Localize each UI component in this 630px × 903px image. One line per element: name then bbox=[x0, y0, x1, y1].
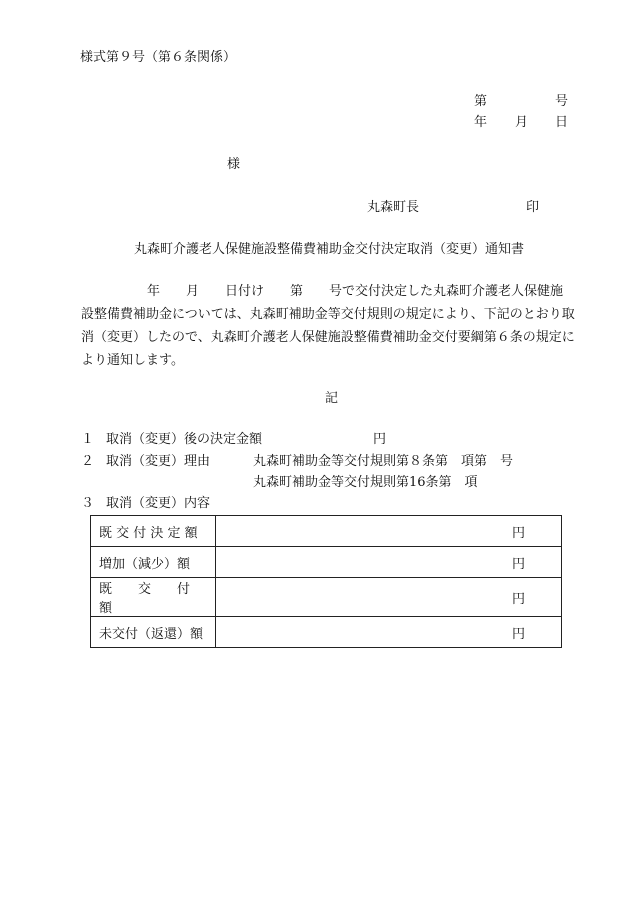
ki-heading: 記 bbox=[325, 391, 339, 406]
item2-label: 取消（変更）理由 bbox=[106, 454, 211, 469]
body-line: 設整備費補助金については、丸森町補助金等交付規則の規定により、下記のとおり取 bbox=[81, 307, 575, 322]
row-unit: 円 bbox=[216, 516, 562, 547]
issue-number-go: 号 bbox=[555, 94, 569, 109]
body-line: 年 月 日付け 第 号で交付決定した丸森町介護老人保健施 bbox=[147, 284, 564, 299]
row-unit: 円 bbox=[216, 547, 562, 578]
issue-date-day: 日 bbox=[555, 115, 569, 130]
issue-number-dai: 第 bbox=[474, 94, 488, 109]
item1-number: １ bbox=[81, 432, 95, 447]
row-label: 未交付（返還）額 bbox=[91, 617, 216, 648]
body-line: 消（変更）したので、丸森町介護老人保健施設整備費補助金交付要綱第６条の規定に bbox=[81, 330, 575, 345]
table-row bbox=[91, 516, 562, 547]
document-title: 丸森町介護老人保健施設整備費補助金交付決定取消（変更）通知書 bbox=[134, 242, 525, 257]
row-label: 既 交 付 決 定 額 bbox=[91, 516, 216, 547]
addressee-suffix: 様 bbox=[227, 157, 241, 172]
item2-number: ２ bbox=[81, 454, 95, 469]
row-unit: 円 bbox=[216, 617, 562, 648]
item3-label: 取消（変更）内容 bbox=[106, 496, 211, 511]
table-row bbox=[91, 578, 562, 617]
issuer-title: 丸森町長 bbox=[367, 200, 420, 215]
amounts-table bbox=[90, 515, 562, 648]
item1-unit: 円 bbox=[373, 432, 387, 447]
item1-label: 取消（変更）後の決定金額 bbox=[106, 432, 263, 447]
row-label: 既 交 付 額 bbox=[91, 578, 216, 617]
table-row bbox=[91, 617, 562, 648]
row-unit: 円 bbox=[216, 578, 562, 617]
row-label: 増加（減少）額 bbox=[91, 547, 216, 578]
table-row bbox=[91, 547, 562, 578]
item2-reason-2: 丸森町補助金等交付規則第16条第 項 bbox=[253, 475, 478, 490]
body-line: より通知します。 bbox=[81, 353, 184, 368]
form-header: 様式第９号（第６条関係） bbox=[80, 50, 237, 65]
item2-reason-1: 丸森町補助金等交付規則第８条第 項第 号 bbox=[253, 454, 514, 469]
item3-number: ３ bbox=[81, 496, 95, 511]
body-paragraph bbox=[81, 280, 591, 372]
issuer-seal: 印 bbox=[526, 200, 540, 215]
issue-date-month: 月 bbox=[515, 115, 529, 130]
issue-date-year: 年 bbox=[474, 115, 488, 130]
